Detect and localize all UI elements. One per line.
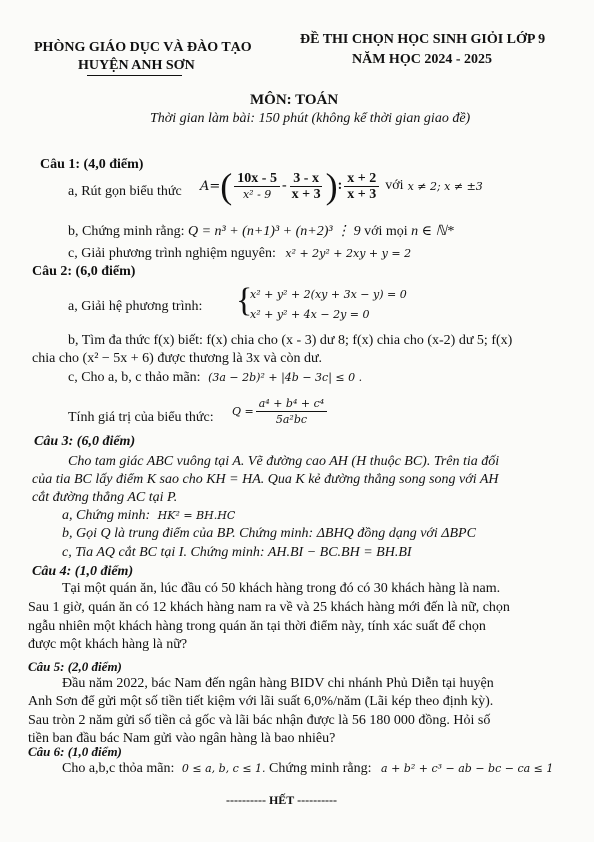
q1-a-fraction-3: $\frac{x + 2}{x + 3}$ (344, 171, 379, 202)
q1-c-equation: x² + 2y² + 2xy + y = 2 (285, 247, 412, 260)
q2-a-equation-1: x² + y² + 2(xy + 3x − y) = 0 (250, 288, 407, 301)
department-name: PHÒNG GIÁO DỤC VÀ ĐÀO TẠO (34, 40, 252, 55)
left-paren: ( (220, 166, 233, 206)
end-marker: ---------- HẾT ---------- (226, 793, 338, 807)
school-year: NĂM HỌC 2024 - 2025 (352, 52, 492, 67)
q2-b-line-2: chia cho (x² − 5x + 6) được thương là 3x và còn dư. (32, 351, 323, 366)
subject-title: MÔN: TOÁN (250, 92, 339, 108)
district-name: HUYỆN ANH SƠN (78, 58, 195, 73)
q4-line-3: ngẫu nhiên một khách hàng trong quán ăn tại thời điểm này, tính xác suất để chọn (28, 619, 486, 634)
q2-b-line-1: b, Tìm đa thức f(x) biết: f(x) chia cho (x - 3) dư 8; f(x) chia cho (x-2) dư 5; f(x) (68, 333, 513, 348)
q3-line-3: cắt đường thẳng AC tại P. (32, 490, 178, 505)
q6-condition: 0 ≤ a, b, c ≤ 1. (181, 762, 266, 775)
time-allowed: Thời gian làm bài: 150 phút (không kể thời gian giao đề) (150, 111, 471, 126)
right-paren: ) (325, 166, 338, 206)
q2-title: Câu 2: (6,0 điểm) (32, 264, 136, 279)
q6-inequality: a + b² + c³ − ab − bc − ca ≤ 1 (381, 762, 554, 775)
q4-line-4: được một khách hàng là nữ? (28, 637, 188, 652)
q3-part-c: c, Tia AQ cắt BC tại I. Chứng minh: AH.BI − BC.BH = BH.BI (62, 545, 412, 560)
header-underline (87, 75, 182, 76)
q4-line-1: Tại một quán ăn, lúc đầu có 50 khách hàng trong đó có 30 khách hàng là nam. (62, 581, 501, 596)
q3-part-b: b, Gọi Q là trung điểm của BP. Chứng minh: ΔBHQ đồng dạng với ΔBPC (62, 526, 476, 541)
q1-part-a (68, 184, 182, 200)
q5-line-1: Đầu năm 2022, bác Nam đến ngân hàng BIDV chi nhánh Phủ Diễn tại huyện (62, 676, 494, 691)
q2-d-expression: Q = $\frac{\text{a⁴ + b⁴ + c⁴}}{\text{5a²bc}}$ (232, 396, 329, 427)
q5-line-4: tiền ban đầu bác Nam gửi vào ngân hàng là bao nhiêu? (28, 731, 336, 746)
q1-part-c: c, Giải phương trình nghiệm nguyên: x² + 2y² + 2xy + y = 2 (68, 246, 412, 261)
q4-title: Câu 4: (1,0 điểm) (32, 564, 134, 579)
q3-part-a: a, Chứng minh: HK² = BH.HC (62, 508, 236, 523)
q1-a-text: a, Rút gọn biểu thức (68, 184, 182, 199)
q5-title: Câu 5: (2,0 điểm) (28, 659, 122, 674)
q1-part-b: b, Chứng minh rằng: Q = n³ + (n+1)³ + (n+2)³ ⋮ 9 với mọi n ∈ ℕ* (68, 224, 454, 239)
q2-a-equation-2: x² + y² + 4x − 2y = 0 (250, 308, 370, 321)
q1-title: Câu 1: (4,0 điểm) (40, 157, 144, 172)
q5-line-2: Anh Sơn để gửi một số tiền tiết kiệm với lãi suất 6,0%/năm (Lãi kép theo định kỳ). (28, 694, 494, 709)
q2-c-condition: (3a − 2b)² + |4b − 3c| ≤ 0 . (208, 371, 363, 384)
q1-a-expression: A= ( $\frac{10x - 5}{\text{x² - 9}}$ - $\frac{3 - x}{x + 3}$ ) : $\frac{x + 2}{x + 3}$ với x ≠ 2; x ≠ ±3 (200, 166, 483, 206)
q1-a-fraction-2: $\frac{3 - x}{x + 3}$ (291, 170, 321, 202)
q6-title: Câu 6: (1,0 điểm) (28, 744, 122, 759)
system-brace: { (236, 282, 253, 319)
q3-line-2: của tia BC lấy điểm K sao cho KH = HA. Qua K kẻ đường thẳng song song với AH (32, 472, 499, 487)
q3-title: Câu 3: (6,0 điểm) (34, 434, 136, 449)
q1-a-fraction-1: $\frac{10x - 5}{\text{x² - 9}}$ (234, 171, 280, 202)
q1-a-lhs: A= (200, 178, 221, 194)
exam-title: ĐỀ THI CHỌN HỌC SINH GIỎI LỚP 9 (300, 32, 546, 47)
q6-body: Cho a,b,c thỏa mãn: 0 ≤ a, b, c ≤ 1. Chứng minh rằng: a + b² + c³ − ab − bc − ca ≤ 1 (62, 761, 554, 776)
q2-part-c: c, Cho a, b, c thảo mãn: (3a − 2b)² + |4b − 3c| ≤ 0 . (68, 370, 363, 385)
q2-d-text: Tính giá trị của biểu thức: (68, 410, 214, 425)
q2-a-text: a, Giải hệ phương trình: (68, 299, 203, 314)
q1-b-expression: Q = n³ + (n+1)³ + (n+2)³ ⋮ 9 (187, 224, 361, 239)
q3-line-1: Cho tam giác ABC vuông tại A. Vẽ đường cao AH (H thuộc BC). Trên tia đối (68, 454, 500, 469)
q5-line-3: Sau tròn 2 năm gửi số tiền cả gốc và lãi bác nhận được là 56 180 000 đồng. Hỏi số (28, 713, 491, 728)
q2-a-system (236, 284, 436, 324)
q4-line-2: Sau 1 giờ, quán ăn có 12 khách hàng nam ra về và 25 khách hàng mới đến là nữ, chọn (28, 600, 510, 615)
